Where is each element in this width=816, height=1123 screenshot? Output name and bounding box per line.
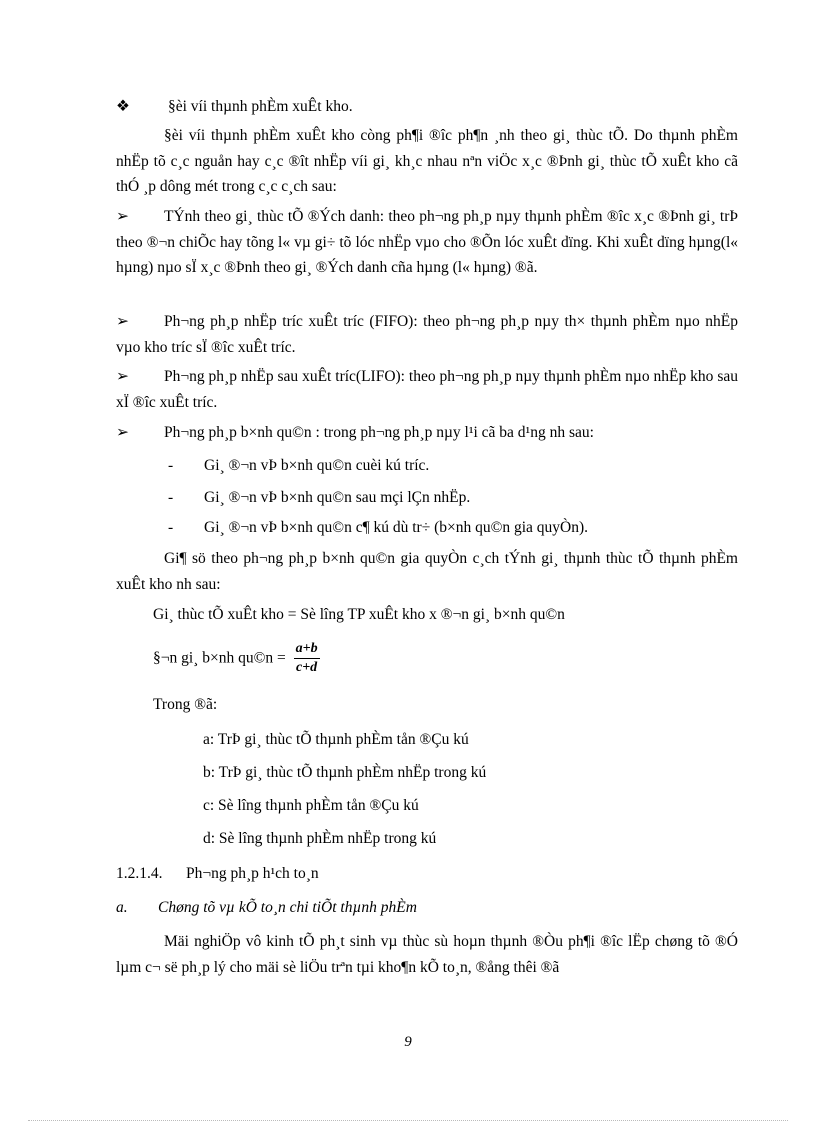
arrow-bullet-icon: ➢ (116, 208, 129, 225)
fraction (294, 641, 320, 676)
arrow-bullet-icon: ➢ (116, 368, 129, 385)
dash-item-3 (168, 519, 588, 537)
dash-marker: - (168, 519, 174, 536)
dash-item-1 (168, 457, 429, 475)
definition-a: a: TrÞ gi¸ thùc tÕ thµnh phÈm tån ®Çu kú (203, 731, 469, 748)
dash-text-3: Gi¸ ®¬n vÞ b×nh qu©n c¶ kú dù tr÷ (b×nh qu©n gia quyÒn). (204, 519, 589, 536)
section-number: 1.2.1.4. (116, 865, 163, 882)
bullet-text-1: TÝnh theo gi¸ thùc tÕ ®Ých danh: theo ph¬ng ph¸p nµy thµnh phÈm ®îc x¸c ®Þnh gi¸ trÞ theo ®¬n chiÕc hay tõng l« vµ gi÷ tõ lóc nhËp vµo cho ®Õn lóc xuÊt dïng. Khi xuÊt dïng hµng(l« hµng) nµo sÏ x¸c ®Þnh theo gi¸ ®Ých danh cña hµng (l« hµng) ®ã. (116, 208, 738, 276)
diamond-bullet-icon: ❖ (116, 98, 130, 115)
section-heading (116, 865, 319, 883)
bullet-item-4 (116, 420, 738, 446)
dash-marker: - (168, 457, 174, 474)
section-title: Ph¬ng ph¸p h¹ch to¸n (186, 865, 319, 882)
trong-do-label: Trong ®ã: (153, 696, 218, 713)
paragraph-2: Gi¶ sö theo ph¬ng ph¸p b×nh qu©n gia quyÒn c¸ch tÝnh gi¸ thµnh thùc tÕ thµnh phÈm xuÊt kho nh sau: (116, 550, 738, 593)
arrow-bullet-icon: ➢ (116, 313, 129, 330)
definition-b: b: TrÞ gi¸ thùc tÕ thµnh phÈm nhËp trong kú (203, 764, 487, 781)
dash-marker: - (168, 489, 174, 506)
bullet-item-3 (116, 364, 738, 415)
bullet-text-3: Ph¬ng ph¸p nhËp sau xuÊt tríc(LIFO): theo ph¬ng ph¸p nµy thµnh phÈm nµo nhËp kho sau xÏ ®îc xuÊt tríc. (116, 368, 738, 411)
bullet-item-2 (116, 309, 738, 360)
arrow-bullet-icon: ➢ (116, 424, 129, 441)
formula-2-lhs: §¬n gi¸ b×nh qu©n = (153, 649, 286, 667)
footer-dotted-rule (28, 1120, 788, 1121)
formula-2 (153, 641, 320, 676)
definition-d: d: Sè lîng thµnh phÈm nhËp trong kú (203, 830, 437, 847)
dash-text-1: Gi¸ ®¬n vÞ b×nh qu©n cuèi kú tríc. (204, 457, 430, 474)
heading-text: §èi víi thµnh phÈm xuÊt kho. (168, 98, 353, 115)
subsection-heading (116, 899, 417, 917)
bullet-text-2: Ph¬ng ph¸p nhËp tríc xuÊt tríc (FIFO): theo ph¬ng ph¸p nµy th× thµnh phÈm nµo nhËp vµo kho tríc sÏ ®îc xuÊt tríc. (116, 313, 738, 356)
paragraph-3: Mäi nghiÖp vô kinh tÕ ph¸t sinh vµ thùc sù hoµn thµnh ®Òu ph¶i ®îc lËp chøng tõ ®Ó lµm c¬ së ph¸p lý cho mäi sè liÖu trªn tµi kho¶n kÕ to¸n, ®ång thêi ®ã (116, 933, 738, 976)
subsection-title: Chøng tõ vµ kÕ to¸n chi tiÕt thµnh phÈm (158, 899, 417, 916)
bullet-text-4: Ph¬ng ph¸p b×nh qu©n : trong ph¬ng ph¸p nµy l¹i cã ba d¹ng nh sau: (164, 424, 594, 441)
fraction-denominator: c+d (295, 660, 318, 675)
dash-text-2: Gi¸ ®¬n vÞ b×nh qu©n sau mçi lÇn nhËp. (204, 489, 471, 506)
bullet-item-1 (116, 204, 738, 281)
heading-line (116, 97, 353, 116)
dash-item-2 (168, 489, 470, 507)
fraction-numerator: a+b (294, 641, 320, 659)
paragraph-1: §èi víi thµnh phÈm xuÊt kho còng ph¶i ®îc ph¶n ¸nh theo gi¸ thùc tÕ. Do thµnh phÈm nhËp tõ c¸c nguån hay c¸c ®ît nhËp víi gi¸ kh¸c nhau nªn viÖc x¸c ®Þnh gi¸ thùc tÕ xuÊt kho cã thÓ ¸p dông mét trong c¸c c¸ch sau: (116, 127, 738, 195)
page-number: 9 (404, 1034, 412, 1050)
definition-c: c: Sè lîng thµnh phÈm tån ®Çu kú (203, 797, 419, 814)
subsection-letter: a. (116, 899, 128, 916)
formula-1: Gi¸ thùc tÕ xuÊt kho = Sè lîng TP xuÊt kho x ®¬n gi¸ b×nh qu©n (153, 606, 565, 623)
